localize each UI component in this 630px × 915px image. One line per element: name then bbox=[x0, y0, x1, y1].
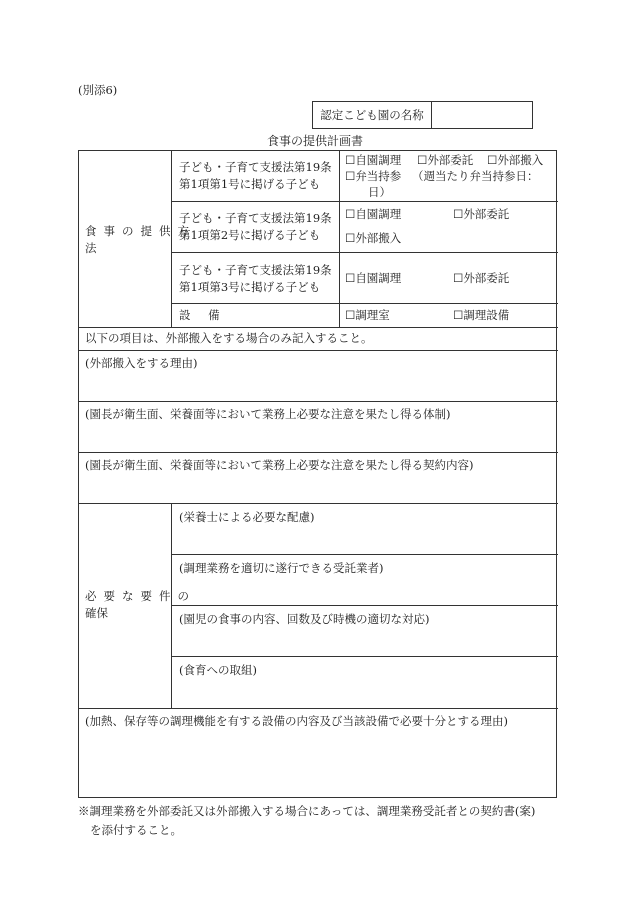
option-outsource-checkbox[interactable]: ☐ 外部委託 bbox=[453, 206, 509, 223]
requirement-contractor-field[interactable]: (調理業務を適切に遂行できる受託業者) bbox=[179, 561, 384, 575]
nursery-name-field[interactable] bbox=[432, 102, 532, 128]
column-divider bbox=[339, 151, 340, 327]
option-cooking-room-checkbox[interactable]: ☐ 調理室 bbox=[345, 307, 390, 324]
row-divider bbox=[79, 708, 558, 709]
option-outsource-checkbox[interactable]: ☐ 外部委託 bbox=[417, 152, 473, 169]
equipment-reason-field[interactable]: (加熱、保存等の調理機能を有する設備の内容及び当該設備で必要十分とする理由) bbox=[85, 714, 508, 728]
option-kitchen-checkbox[interactable]: ☐ 自園調理 bbox=[345, 206, 401, 223]
option-cooking-equipment-checkbox[interactable]: ☐ 調理設備 bbox=[453, 307, 509, 324]
row-divider bbox=[79, 452, 558, 453]
row-divider bbox=[171, 252, 558, 253]
row-divider bbox=[79, 327, 558, 328]
delivery-notice: 以下の項目は、外部搬入をする場合のみ記入すること。 bbox=[85, 331, 373, 345]
option-kitchen-checkbox[interactable]: ☐ 自園調理 bbox=[345, 270, 401, 287]
row-divider bbox=[171, 201, 558, 202]
option-delivery-checkbox[interactable]: ☐ 外部搬入 bbox=[345, 230, 401, 247]
meal-plan-form bbox=[78, 150, 557, 798]
row-divider bbox=[79, 401, 558, 402]
option-bento-checkbox[interactable]: ☐ 弁当持参 bbox=[345, 168, 401, 185]
facility-label: 設 備 bbox=[179, 308, 220, 322]
page-title: 食事の提供計画書 bbox=[266, 134, 363, 148]
nursery-name-box bbox=[312, 101, 533, 129]
option-kitchen-checkbox[interactable]: ☐ 自園調理 bbox=[345, 152, 401, 169]
option-delivery-checkbox[interactable]: ☐ 外部搬入 bbox=[487, 152, 543, 169]
footnote: ※調理業務を外部委託又は外部搬入する場合にあっては、調理業務受託者との契約書(案) を添付すること。 bbox=[78, 804, 536, 837]
reason-delivery-field[interactable]: (外部搬入をする理由) bbox=[85, 356, 198, 370]
requirement-nutritionist-field[interactable]: (栄養士による必要な配慮) bbox=[179, 510, 315, 524]
option-outsource-checkbox[interactable]: ☐ 外部委託 bbox=[453, 270, 509, 287]
annex-label: (別添6) bbox=[78, 83, 118, 97]
contract-field[interactable]: (園長が衛生面、栄養面等において業務上必要な注意を果たし得る契約内容) bbox=[85, 458, 474, 472]
row-divider bbox=[79, 350, 558, 351]
meal-method-heading: 食事の提供方 法 bbox=[85, 224, 196, 255]
bento-days-note-end: 日） bbox=[368, 185, 391, 199]
row-divider bbox=[171, 605, 558, 606]
requirements-heading: 必要な要件の 確保 bbox=[85, 589, 196, 620]
system-field[interactable]: (園長が衛生面、栄養面等において業務上必要な注意を果たし得る体制) bbox=[85, 407, 451, 421]
row-divider bbox=[171, 554, 558, 555]
requirement-food-education-field[interactable]: (食育への取組) bbox=[179, 663, 257, 677]
category-label: 子ども・子育て支援法第19条 第1項第2号に掲げる子ども bbox=[179, 211, 332, 242]
row-divider bbox=[171, 656, 558, 657]
nursery-name-label: 認定こども園の名称 bbox=[313, 102, 432, 128]
row-divider bbox=[79, 503, 558, 504]
category-label: 子ども・子育て支援法第19条 第1項第1号に掲げる子ども bbox=[179, 160, 332, 191]
requirement-meal-content-field[interactable]: (園児の食事の内容、回数及び時機の適切な対応) bbox=[179, 612, 430, 626]
row-divider bbox=[171, 303, 558, 304]
category-label: 子ども・子育て支援法第19条 第1項第3号に掲げる子ども bbox=[179, 263, 332, 294]
bento-days-note: （週当たり弁当持参日： bbox=[412, 169, 539, 183]
